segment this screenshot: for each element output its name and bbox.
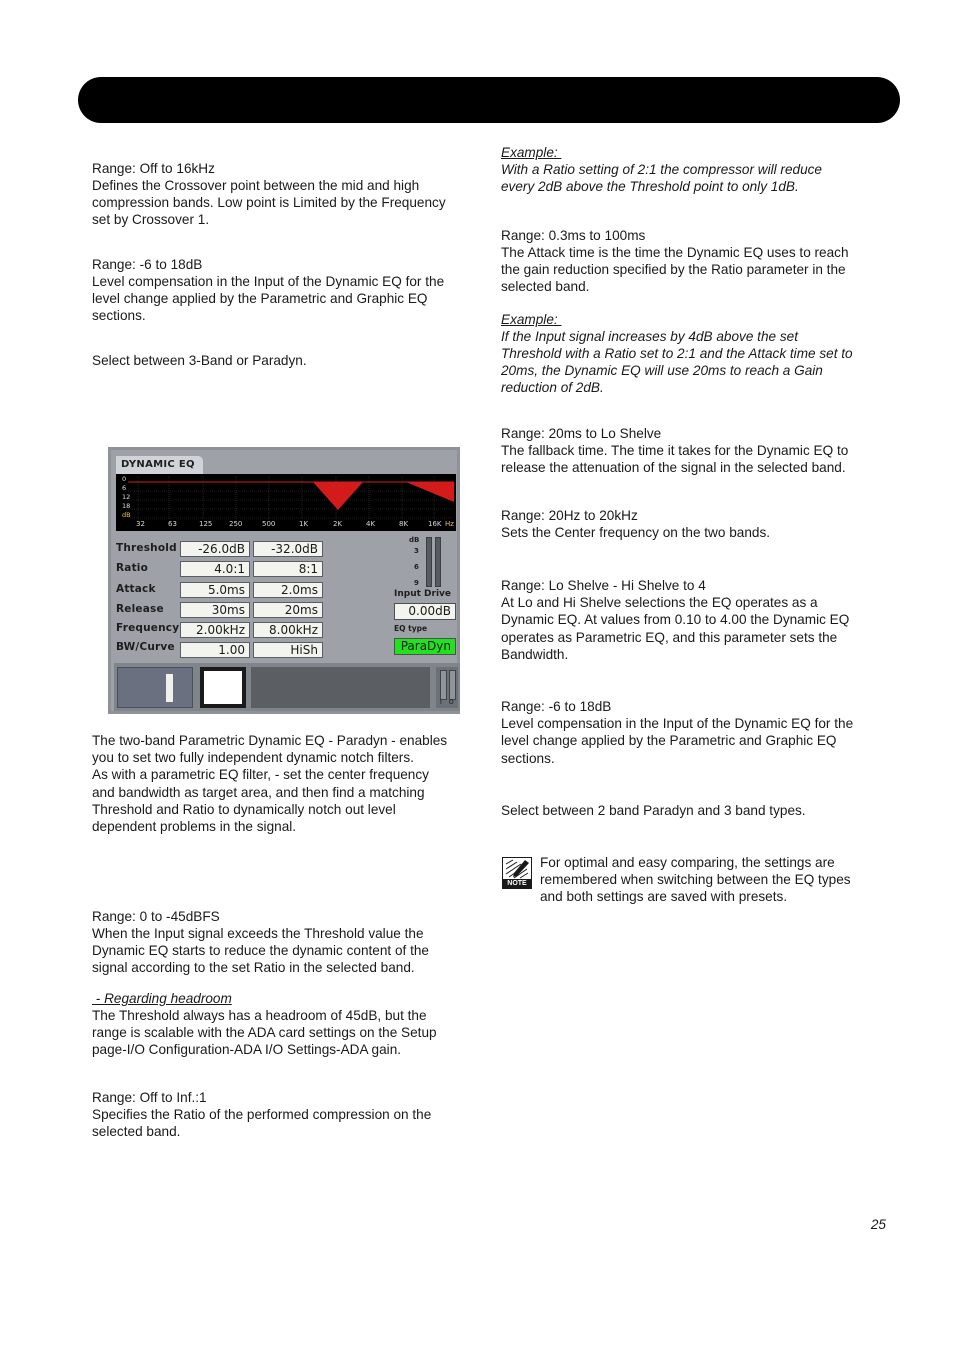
bwcurve-desc-line: operates as Parametric EQ, and this parameter sets the — [501, 629, 838, 645]
attack-example-line: reduction of 2dB. — [501, 380, 604, 395]
page-number: 25 — [870, 1217, 886, 1232]
attack-example-line: Threshold with a Ratio set to 2:1 and the Attack time set to — [501, 346, 853, 361]
attack-section — [501, 227, 896, 295]
threshold-band1-field[interactable]: -26.0dB — [180, 541, 250, 557]
threshold-section — [92, 908, 482, 976]
threshold-band2-field[interactable]: -32.0dB — [253, 541, 323, 557]
input-drive-label: Input Drive — [394, 589, 452, 599]
release-band1-field[interactable]: 30ms — [180, 602, 250, 618]
eqtype2-desc: Select between 2 band Paradyn and 3 band types. — [501, 803, 806, 818]
attack-example-title: Example: — [501, 312, 562, 327]
intro-line: and bandwidth as target area, and then find a matching — [92, 784, 425, 800]
paradyn-intro — [92, 732, 482, 835]
band-select-button[interactable] — [117, 667, 193, 708]
band1-notch — [313, 482, 363, 510]
release-range: Range: 20ms to Lo Shelve — [501, 426, 662, 441]
gain2-section — [501, 698, 896, 767]
ratio-band2-field[interactable]: 8:1 — [253, 561, 323, 577]
bwcurve-desc-line: Dynamic EQ. At values from 0.10 to 4.00 the Dynamic EQ — [501, 612, 850, 628]
ratio-desc-line: Specifies the Ratio of the performed compression on the — [92, 1107, 432, 1122]
frequency-range: Range: 20Hz to 20kHz — [501, 508, 638, 523]
note-line: and both settings are saved with presets. — [540, 889, 788, 904]
eqtype2-section — [501, 802, 896, 819]
eqtype1-desc: Select between 3-Band or Paradyn. — [92, 353, 307, 368]
threshold-desc-line: signal according to the set Ratio in the selected band. — [92, 960, 415, 975]
gain2-desc-line: Level compensation in the Input of the Dynamic EQ for the — [501, 716, 854, 732]
eqtype1-section — [92, 352, 482, 369]
bwcurve-label: BW/Curve — [116, 641, 175, 653]
freq-tick-label: Hz — [445, 520, 454, 528]
freq-tick-label: 32 — [136, 520, 145, 528]
gain2-desc-line: sections. — [501, 750, 555, 766]
attack-band1-field[interactable]: 5.0ms — [180, 582, 250, 598]
intro-line: As with a parametric EQ filter, - set the center frequency — [92, 767, 429, 783]
note-icon-label: NOTE — [503, 879, 531, 888]
note-line: For optimal and easy comparing, the settings are — [540, 855, 835, 870]
ratio-example-line: every 2dB above the Threshold point to only 1dB. — [501, 179, 799, 194]
attack-label: Attack — [116, 583, 156, 595]
bwcurve-section — [501, 577, 896, 663]
db-scale-label: 6 — [122, 484, 127, 492]
freq-tick-label: 63 — [168, 520, 177, 528]
gain2-range: Range: -6 to 18dB — [501, 699, 612, 714]
attack-desc-line: the gain reduction specified by the Ratio parameter in the — [501, 262, 846, 277]
ratio-example-line: With a Ratio setting of 2:1 the compressor will reduce — [501, 162, 822, 177]
headroom-desc-line: range is scalable with the ADA card settings on the Setup — [92, 1025, 437, 1040]
ratio-range: Range: Off to Inf.:1 — [92, 1090, 207, 1105]
eq-type-selector[interactable]: ParaDyn — [394, 638, 456, 655]
frequency-label: Frequency — [116, 622, 180, 634]
io-fader[interactable] — [436, 667, 458, 708]
input-drive-field[interactable]: 0.00dB — [394, 603, 456, 620]
meter-scale-label: 6 — [414, 563, 419, 571]
ratio-label: Ratio — [116, 562, 149, 574]
release-desc-line: The fallback time. The time it takes for the Dynamic EQ to — [501, 443, 849, 458]
bypass-toggle-button[interactable] — [200, 667, 246, 708]
freq-tick-label: 8K — [399, 520, 409, 528]
freq-tick-label: 1K — [299, 520, 309, 528]
eq-type-label: EQ type — [394, 624, 428, 633]
frequency-desc: Sets the Center frequency on the two bands. — [501, 525, 771, 540]
meter-scale-label: 3 — [414, 547, 419, 555]
freq-tick-label: 250 — [229, 520, 243, 528]
note-line: remembered when switching between the EQ types — [540, 872, 851, 887]
crossover2-desc-line: set by Crossover 1. — [92, 212, 210, 227]
bottom-control-strip — [114, 663, 460, 711]
attack-example-line: If the Input signal increases by 4dB above the set — [501, 329, 798, 344]
intro-line: Threshold and Ratio to dynamically notch out level — [92, 801, 396, 817]
headroom-title: - Regarding headroom — [92, 991, 232, 1006]
dynamic-eq-panel — [108, 447, 460, 714]
frequency-band1-field[interactable]: 2.00kHz — [180, 622, 250, 638]
threshold-range: Range: 0 to -45dBFS — [92, 909, 220, 924]
gain2-desc-line: level change applied by the Parametric and Graphic EQ — [501, 733, 837, 749]
db-scale-label: 12 — [122, 493, 131, 501]
threshold-desc-line: When the Input signal exceeds the Threshold value the — [92, 926, 424, 941]
db-scale-label: 18 — [122, 502, 131, 510]
headroom-desc-line: page-I/O Configuration-ADA I/O Settings-ADA gain. — [92, 1042, 402, 1057]
bwcurve-desc-line: Bandwidth. — [501, 646, 569, 662]
freq-tick-label: 500 — [262, 520, 276, 528]
bwcurve-band2-field[interactable]: HiSh — [253, 642, 323, 658]
ratio-example — [501, 144, 896, 195]
db-scale-label: 0 — [122, 475, 127, 483]
bwcurve-band1-field[interactable]: 1.00 — [180, 642, 250, 658]
headroom-section — [92, 990, 482, 1058]
band2-notch — [406, 482, 454, 502]
release-label: Release — [116, 603, 164, 615]
display-area — [251, 667, 430, 708]
headroom-desc-line: The Threshold always has a headroom of 45dB, but the — [92, 1008, 427, 1023]
frequency-section — [501, 507, 896, 541]
frequency-band2-field[interactable]: 8.00kHz — [253, 622, 323, 638]
freq-tick-label: 4K — [366, 520, 376, 528]
meter-scale-label: 9 — [414, 579, 419, 587]
fader-label-in: I — [440, 699, 442, 706]
input-meter-left — [426, 537, 432, 587]
gain1-desc-line: level change applied by the Parametric and Graphic EQ — [92, 291, 428, 306]
freq-tick-label: 2K — [333, 520, 343, 528]
attack-example — [501, 311, 896, 396]
section-header-bar — [78, 77, 900, 123]
note-icon — [502, 857, 532, 889]
attack-desc-line: selected band. — [501, 279, 590, 294]
release-section — [501, 425, 896, 476]
threshold-desc-line: Dynamic EQ starts to reduce the dynamic content of the — [92, 943, 429, 958]
crossover2-desc-line: compression bands. Low point is Limited by the Frequency — [92, 195, 446, 210]
intro-line: The two-band Parametric Dynamic EQ - Paradyn - enables — [92, 733, 448, 748]
gain1-range: Range: -6 to 18dB — [92, 257, 203, 272]
freq-tick-label: 125 — [199, 520, 213, 528]
crossover2-desc-line: Defines the Crossover point between the mid and high — [92, 178, 420, 193]
crossover2-range: Range: Off to 16kHz — [92, 161, 215, 176]
attack-band2-field[interactable]: 2.0ms — [253, 582, 323, 598]
fader-label-out: O — [449, 699, 454, 706]
release-band2-field[interactable]: 20ms — [253, 602, 323, 618]
freq-tick-label: 16K — [428, 520, 442, 528]
ratio-example-title: Example: — [501, 145, 562, 160]
attack-desc-line: The Attack time is the time the Dynamic EQ uses to reach — [501, 245, 849, 260]
release-desc-line: release the attenuation of the signal in the selected band. — [501, 460, 846, 475]
bwcurve-range: Range: Lo Shelve - Hi Shelve to 4 — [501, 578, 706, 593]
ratio-band1-field[interactable]: 4.0:1 — [180, 561, 250, 577]
intro-line: dependent problems in the signal. — [92, 819, 297, 835]
gain1-desc-line: Level compensation in the Input of the Dynamic EQ for the — [92, 274, 445, 289]
intro-line: you to set two fully independent dynamic notch filters. — [92, 750, 414, 766]
meter-db-label: dB — [409, 536, 420, 544]
ratio-section — [92, 1089, 482, 1140]
attack-example-line: 20ms, the Dynamic EQ will use 20ms to reach a Gain — [501, 363, 823, 378]
db-scale-label: dB — [122, 511, 131, 519]
gain1-section — [92, 256, 482, 324]
input-meter-right — [435, 537, 441, 587]
gain1-desc-line: sections. — [92, 308, 146, 323]
note-text — [540, 854, 900, 905]
threshold-label: Threshold — [116, 542, 177, 554]
ratio-desc-line: selected band. — [92, 1124, 181, 1139]
frequency-axis — [116, 520, 456, 531]
attack-range: Range: 0.3ms to 100ms — [501, 228, 646, 243]
panel-title-tab[interactable]: DYNAMIC EQ — [116, 456, 203, 474]
bwcurve-desc-line: At Lo and Hi Shelve selections the EQ operates as a — [501, 595, 818, 611]
crossover2-section — [92, 160, 482, 228]
